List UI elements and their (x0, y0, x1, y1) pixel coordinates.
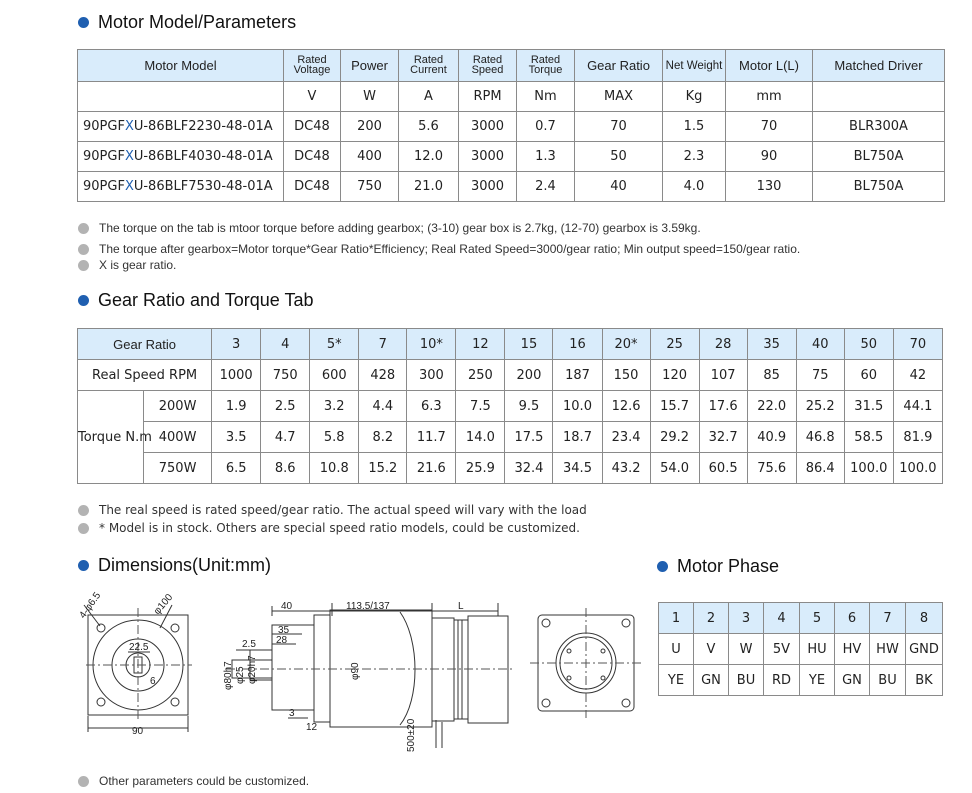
phase-signals-cell: V (694, 634, 729, 665)
dim-label-flange: 90 (132, 726, 144, 737)
header-motor-model: Motor Model (78, 50, 284, 82)
gear-torque-cell: 54.0 (650, 453, 699, 484)
phase-pins-cell: 7 (870, 603, 906, 634)
phase-colors-cell: GN (835, 665, 870, 696)
gear-ratio-cell: 10* (407, 329, 456, 360)
gear-ratio-cell: 40 (796, 329, 844, 360)
gear-speed-cell: 120 (650, 360, 699, 391)
section-bullet-icon (657, 561, 668, 572)
header-motor-length: Motor L(L) (726, 50, 813, 82)
gear-torque-label: Torque N.m (78, 391, 144, 484)
gear-ratio-label: Gear Ratio (78, 329, 212, 360)
header-net-weight: Net Weight (663, 50, 726, 82)
dim-label-shoulder: 2.5 (242, 639, 256, 650)
dimensions-title-text: Dimensions(Unit:mm) (98, 555, 272, 575)
phase-pins-cell: 8 (906, 603, 943, 634)
dim-label-shaft-d2: φ20h7 (247, 655, 258, 684)
gear-torque-cell: 8.6 (261, 453, 310, 484)
motor-value-cell: 200 (341, 112, 399, 142)
gear-torque-cell: 10.0 (553, 391, 602, 422)
unit-cell: MAX (575, 82, 663, 112)
motor-title-text: Motor Model/Parameters (98, 12, 297, 32)
phase-color-row (659, 665, 943, 696)
phase-pins-cell: 3 (729, 603, 764, 634)
phase-signals-cell: W (729, 634, 764, 665)
gear-torque-cell: 11.7 (407, 422, 456, 453)
motor-value-cell: 2.3 (663, 142, 726, 172)
dim-label-spigot: φ80h7 (223, 661, 234, 690)
gear-speed-cell: 75 (796, 360, 844, 391)
gear-torque-cell: 32.7 (699, 422, 747, 453)
motor-value-cell: 21.0 (399, 172, 459, 202)
motor-value-cell: 3000 (459, 112, 517, 142)
phase-signal-row (659, 634, 943, 665)
gear-torque-cell: 6.3 (407, 391, 456, 422)
motor-value-cell: 90 (726, 142, 813, 172)
motor-model-cell: 90PGFXU-86BLF2230-48-01A (78, 112, 284, 142)
dim-label-lead: 500±20 (406, 718, 417, 752)
gear-torque-cell: 81.9 (893, 422, 942, 453)
dim-label-l: L (458, 601, 464, 612)
gear-ratio-cell: 12 (456, 329, 505, 360)
front-view-drawing (84, 605, 192, 732)
gear-torque-cell: 17.5 (505, 422, 553, 453)
gear-torque-cell: 25.2 (796, 391, 844, 422)
gear-torque-cell: 15.2 (359, 453, 407, 484)
gear-torque-cell: 6.5 (212, 453, 261, 484)
motor-value-cell: 70 (575, 112, 663, 142)
dim-label-shaft-length: 40 (281, 601, 293, 612)
header-gear-ratio: Gear Ratio (575, 50, 663, 82)
gear-power-cell: 200W (144, 391, 212, 422)
motor-value-cell: 400 (341, 142, 399, 172)
phase-section-title (657, 556, 779, 577)
phase-pin-row (659, 603, 943, 634)
phase-colors-cell: YE (800, 665, 835, 696)
motor-value-cell: 70 (726, 112, 813, 142)
motor-value-cell: 130 (726, 172, 813, 202)
gear-speed-cell: 42 (893, 360, 942, 391)
dim-label-step: 3 (289, 708, 295, 719)
header-matched-driver: Matched Driver (813, 50, 945, 82)
dim-label-key-length: 35 (278, 625, 290, 636)
unit-cell: A (399, 82, 459, 112)
motor-value-cell: 3000 (459, 142, 517, 172)
gear-ratio-cell: 5* (310, 329, 359, 360)
gear-ratio-cell: 7 (359, 329, 407, 360)
gear-speed-cell: 600 (310, 360, 359, 391)
gear-torque-cell: 25.9 (456, 453, 505, 484)
motor-model-cell: 90PGFXU-86BLF4030-48-01A (78, 142, 284, 172)
gear-torque-cell: 86.4 (796, 453, 844, 484)
gear-torque-cell: 2.5 (261, 391, 310, 422)
phase-signals-cell: 5V (764, 634, 800, 665)
gear-torque-cell: 31.5 (844, 391, 893, 422)
gear-torque-cell: 46.8 (796, 422, 844, 453)
gear-torque-cell: 43.2 (602, 453, 650, 484)
gear-torque-cell: 58.5 (844, 422, 893, 453)
side-view-drawing (226, 603, 514, 748)
motor-value-cell: DC48 (284, 172, 341, 202)
dimensions-footer-note: Other parameters could be customized. (78, 774, 309, 788)
gear-torque-cell: 10.8 (310, 453, 359, 484)
phase-signals-cell: HW (870, 634, 906, 665)
gear-speed-cell: 200 (505, 360, 553, 391)
motor-value-cell: 2.4 (517, 172, 575, 202)
gear-note-1: The real speed is rated speed/gear ratio. The actual speed will vary with the load (78, 503, 587, 517)
gear-torque-cell: 100.0 (893, 453, 942, 484)
motor-value-cell: 40 (575, 172, 663, 202)
dim-label-key: 22.5 (129, 642, 149, 653)
gear-torque-cell: 4.4 (359, 391, 407, 422)
gear-note-2: * Model is in stock. Others are special speed ratio models, could be customized. (78, 521, 580, 535)
motor-note-1: The torque on the tab is mtoor torque before adding gearbox; (3-10) gear box is 2.7kg, (12-70) gearbox is 3.59kg. (78, 221, 701, 235)
phase-signals-cell: GND (906, 634, 943, 665)
gear-power-cell: 750W (144, 453, 212, 484)
phase-colors-cell: YE (659, 665, 694, 696)
gear-ratio-cell: 25 (650, 329, 699, 360)
gear-torque-cell: 60.5 (699, 453, 747, 484)
gear-torque-cell: 7.5 (456, 391, 505, 422)
gear-speed-cell: 750 (261, 360, 310, 391)
gear-ratio-cell: 15 (505, 329, 553, 360)
gear-torque-cell: 40.9 (747, 422, 796, 453)
gear-torque-cell: 34.5 (553, 453, 602, 484)
motor-value-cell: 0.7 (517, 112, 575, 142)
phase-pins-cell: 1 (659, 603, 694, 634)
gear-speed-cell: 107 (699, 360, 747, 391)
header-rated-voltage: Rated Voltage (284, 50, 341, 82)
motor-value-cell: 50 (575, 142, 663, 172)
gear-torque-cell: 15.7 (650, 391, 699, 422)
gear-ratio-cell: 4 (261, 329, 310, 360)
gear-ratio-cell: 35 (747, 329, 796, 360)
motor-note-2: The torque after gearbox=Motor torque*Gear Ratio*Efficiency; Real Rated Speed=3000/gear ratio; Min output speed=150/gear ratio. (78, 242, 800, 256)
phase-colors-cell: BU (870, 665, 906, 696)
phase-colors-cell: GN (694, 665, 729, 696)
motor-value-cell: 750 (341, 172, 399, 202)
gear-torque-cell: 3.2 (310, 391, 359, 422)
note-bullet-icon (78, 776, 89, 787)
gear-ratio-cell: 16 (553, 329, 602, 360)
motor-value-cell: 5.6 (399, 112, 459, 142)
gear-torque-cell: 5.8 (310, 422, 359, 453)
gear-speed-cell: 1000 (212, 360, 261, 391)
phase-colors-cell: BU (729, 665, 764, 696)
gear-speed-cell: 60 (844, 360, 893, 391)
gear-torque-cell: 44.1 (893, 391, 942, 422)
unit-cell: W (341, 82, 399, 112)
gear-torque-cell: 22.0 (747, 391, 796, 422)
unit-cell: Nm (517, 82, 575, 112)
gear-ratio-cell: 50 (844, 329, 893, 360)
gear-torque-cell: 1.9 (212, 391, 261, 422)
gear-ratio-cell: 28 (699, 329, 747, 360)
gear-torque-cell: 14.0 (456, 422, 505, 453)
motor-value-cell: DC48 (284, 112, 341, 142)
phase-pins-cell: 6 (835, 603, 870, 634)
phase-pins-cell: 5 (800, 603, 835, 634)
dim-label-key-length-2: 28 (276, 635, 288, 646)
header-power: Power (341, 50, 399, 82)
phase-pins-cell: 4 (764, 603, 800, 634)
gear-torque-cell: 17.6 (699, 391, 747, 422)
dim-label-motor-d: φ90 (350, 662, 361, 680)
rear-view-drawing (530, 608, 642, 718)
unit-cell: RPM (459, 82, 517, 112)
motor-value-cell: 3000 (459, 172, 517, 202)
dim-label-body-length: 113.5/137 (346, 601, 390, 612)
gear-torque-cell: 100.0 (844, 453, 893, 484)
motor-value-cell: 12.0 (399, 142, 459, 172)
gear-torque-cell: 9.5 (505, 391, 553, 422)
phase-signals-cell: HU (800, 634, 835, 665)
motor-value-cell: BL750A (813, 172, 945, 202)
gear-ratio-cell: 20* (602, 329, 650, 360)
header-rated-speed: Rated Speed (459, 50, 517, 82)
dim-label-key-width: 6 (150, 676, 156, 687)
phase-colors-cell: RD (764, 665, 800, 696)
motor-value-cell: 1.3 (517, 142, 575, 172)
motor-model-cell: 90PGFXU-86BLF7530-48-01A (78, 172, 284, 202)
motor-value-cell: BLR300A (813, 112, 945, 142)
gear-torque-cell: 4.7 (261, 422, 310, 453)
unit-cell: V (284, 82, 341, 112)
phase-signals-cell: HV (835, 634, 870, 665)
gear-torque-cell: 29.2 (650, 422, 699, 453)
phase-colors-cell: BK (906, 665, 943, 696)
motor-value-cell: DC48 (284, 142, 341, 172)
gear-speed-cell: 150 (602, 360, 650, 391)
gear-ratio-cell: 70 (893, 329, 942, 360)
gear-speed-cell: 250 (456, 360, 505, 391)
phase-signals-cell: U (659, 634, 694, 665)
gear-torque-cell: 32.4 (505, 453, 553, 484)
motor-value-cell: 1.5 (663, 112, 726, 142)
motor-value-cell: 4.0 (663, 172, 726, 202)
phase-title-text: Motor Phase (677, 556, 780, 576)
dim-label-pcd: φ100 (151, 592, 176, 617)
gear-ratio-cell: 3 (212, 329, 261, 360)
gear-torque-cell: 21.6 (407, 453, 456, 484)
gear-speed-cell: 300 (407, 360, 456, 391)
gear-torque-cell: 3.5 (212, 422, 261, 453)
gear-speed-cell: 85 (747, 360, 796, 391)
gear-speed-label: Real Speed RPM (78, 360, 212, 391)
gear-speed-cell: 428 (359, 360, 407, 391)
dim-label-shaft-d1: φ25 (235, 666, 246, 684)
header-rated-torque: Rated Torque (517, 50, 575, 82)
header-rated-current: Rated Current (399, 50, 459, 82)
dim-label-step-2: 12 (306, 722, 318, 733)
motor-note-3: X is gear ratio. (78, 258, 176, 272)
motor-value-cell: BL750A (813, 142, 945, 172)
gear-torque-cell: 75.6 (747, 453, 796, 484)
gear-title-text: Gear Ratio and Torque Tab (98, 290, 314, 310)
unit-cell: Kg (663, 82, 726, 112)
gear-torque-cell: 8.2 (359, 422, 407, 453)
motor-phase-table (658, 602, 943, 696)
gear-torque-cell: 23.4 (602, 422, 650, 453)
gear-torque-cell: 12.6 (602, 391, 650, 422)
gear-power-cell: 400W (144, 422, 212, 453)
gear-torque-cell: 18.7 (553, 422, 602, 453)
gear-speed-cell: 187 (553, 360, 602, 391)
phase-pins-cell: 2 (694, 603, 729, 634)
unit-cell: mm (726, 82, 813, 112)
dim-label-holes: 4-φ6.5 (77, 590, 104, 621)
